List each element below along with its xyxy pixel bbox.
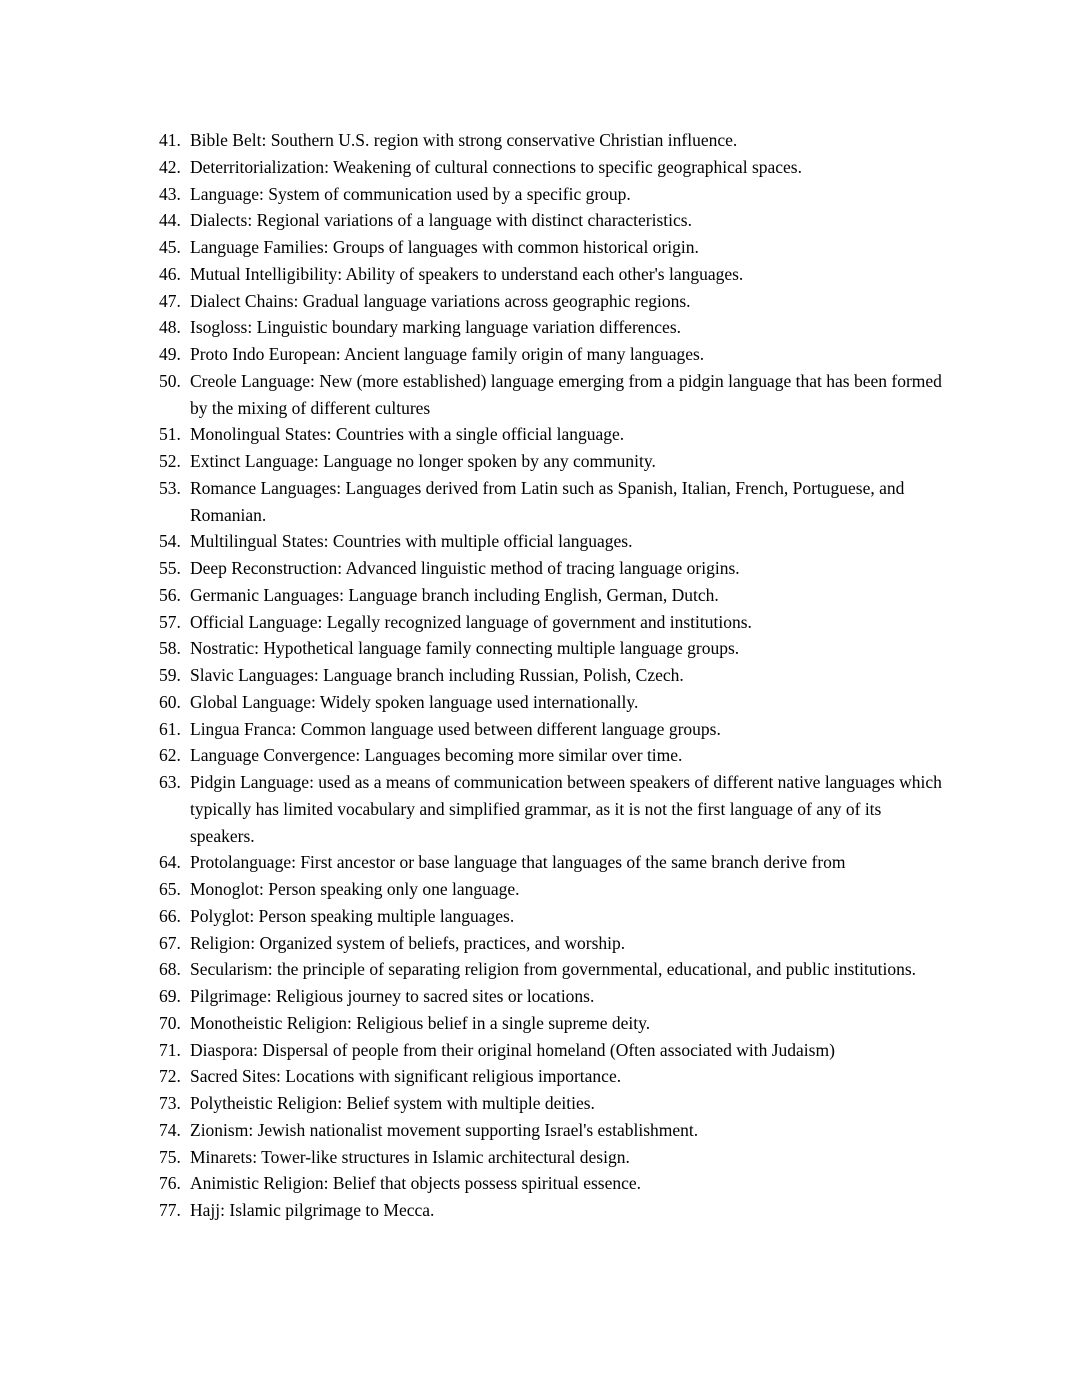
list-item	[159, 127, 952, 154]
item-text: Monotheistic Religion: Religious belief in a single supreme deity.	[190, 1012, 651, 1033]
list-item	[159, 261, 952, 288]
item-number: 62.	[159, 745, 181, 766]
list-item	[159, 903, 952, 930]
list-item	[159, 421, 952, 448]
item-text: Sacred Sites: Locations with significant religious importance.	[190, 1066, 622, 1087]
item-text: Proto Indo European: Ancient language family origin of many languages.	[190, 344, 705, 364]
item-text: Diaspora: Dispersal of people from their original homeland (Often associated with Judaism)	[190, 1039, 835, 1060]
list-item	[159, 582, 952, 609]
item-number: 67.	[159, 932, 181, 953]
item-number: 74.	[159, 1119, 181, 1140]
list-item	[159, 716, 952, 743]
item-number: 45.	[159, 237, 181, 257]
item-text: Mutual Intelligibility: Ability of speakers to understand each other's languages.	[190, 263, 744, 284]
item-number: 50.	[159, 370, 181, 391]
item-text: Minarets: Tower-like structures in Islamic architectural design.	[190, 1146, 630, 1167]
item-text: Polytheistic Religion: Belief system with multiple deities.	[190, 1093, 595, 1113]
list-item	[159, 341, 952, 368]
list-item	[159, 689, 952, 716]
item-text: Pilgrimage: Religious journey to sacred sites or locations.	[190, 986, 595, 1006]
list-item	[159, 609, 952, 636]
list-item	[159, 983, 952, 1010]
item-number: 41.	[159, 130, 181, 150]
item-text: Protolanguage: First ancestor or base language that languages of the same branch derive from	[190, 852, 846, 873]
list-item	[159, 1010, 952, 1037]
list-item	[159, 475, 952, 529]
item-number: 70.	[159, 1012, 181, 1033]
list-item	[159, 154, 952, 181]
item-number: 63.	[159, 772, 181, 792]
list-item	[159, 769, 952, 849]
item-number: 43.	[159, 183, 181, 204]
item-number: 54.	[159, 531, 181, 552]
item-text: Monolingual States: Countries with a single official language.	[190, 424, 625, 445]
list-item	[159, 742, 952, 769]
item-text: Monoglot: Person speaking only one language.	[190, 879, 520, 899]
item-text: Official Language: Legally recognized language of government and institutions.	[190, 611, 752, 632]
item-text: Animistic Religion: Belief that objects possess spiritual essence.	[190, 1173, 642, 1194]
item-text: Religion: Organized system of beliefs, practices, and worship.	[190, 932, 626, 953]
item-number: 73.	[159, 1093, 181, 1113]
item-number: 44.	[159, 210, 181, 231]
list-item	[159, 1144, 952, 1171]
list-item	[159, 181, 952, 208]
item-number: 53.	[159, 477, 181, 498]
item-text: Dialects: Regional variations of a language with distinct characteristics.	[190, 210, 692, 231]
item-number: 46.	[159, 263, 181, 284]
item-text: Multilingual States: Countries with multiple official languages.	[190, 531, 633, 552]
item-text: Nostratic: Hypothetical language family connecting multiple language groups.	[190, 638, 740, 659]
item-text: Language Families: Groups of languages with common historical origin.	[190, 237, 699, 257]
list-item	[159, 555, 952, 582]
item-number: 55.	[159, 558, 181, 578]
item-text: Language: System of communication used by a specific group.	[190, 183, 631, 204]
item-number: 71.	[159, 1039, 181, 1060]
item-text: Dialect Chains: Gradual language variations across geographic regions.	[190, 290, 691, 311]
item-number: 69.	[159, 986, 181, 1006]
item-text: Pidgin Language: used as a means of communication between speakers of different native languages which typically has limited vocabulary and simplified grammar, as it is not the first language of any of its speakers.	[190, 772, 942, 846]
list-item	[159, 1197, 952, 1224]
list-item	[159, 662, 952, 689]
item-number: 68.	[159, 959, 181, 980]
list-item	[159, 876, 952, 903]
item-number: 57.	[159, 611, 181, 632]
item-text: Isogloss: Linguistic boundary marking language variation differences.	[190, 317, 682, 338]
list-item	[159, 368, 952, 422]
item-text: Lingua Franca: Common language used between different language groups.	[190, 718, 721, 739]
item-text: Slavic Languages: Language branch including Russian, Polish, Czech.	[190, 665, 684, 685]
list-item	[159, 528, 952, 555]
list-item	[159, 1037, 952, 1064]
item-number: 66.	[159, 905, 181, 926]
item-number: 42.	[159, 156, 181, 177]
list-item	[159, 448, 952, 475]
item-number: 52.	[159, 451, 181, 471]
term-list	[159, 127, 952, 1224]
list-item	[159, 1090, 952, 1117]
item-text: Secularism: the principle of separating religion from governmental, educational, and public institutions.	[190, 959, 917, 980]
item-number: 47.	[159, 290, 181, 311]
list-item	[159, 635, 952, 662]
item-text: Creole Language: New (more established) language emerging from a pidgin language that has been formed by the mixing of different cultures	[190, 370, 942, 418]
item-number: 77.	[159, 1200, 181, 1220]
list-item	[159, 288, 952, 315]
item-text: Polyglot: Person speaking multiple languages.	[190, 905, 515, 926]
item-number: 49.	[159, 344, 181, 364]
item-text: Deep Reconstruction: Advanced linguistic method of tracing language origins.	[190, 558, 740, 578]
list-item	[159, 1063, 952, 1090]
list-item	[159, 234, 952, 261]
item-number: 51.	[159, 424, 181, 445]
list-item	[159, 1117, 952, 1144]
item-number: 59.	[159, 665, 181, 685]
item-number: 65.	[159, 879, 181, 899]
item-text: Hajj: Islamic pilgrimage to Mecca.	[190, 1200, 435, 1220]
list-item	[159, 956, 952, 983]
item-number: 64.	[159, 852, 181, 873]
item-text: Deterritorialization: Weakening of cultural connections to specific geographical spaces.	[190, 156, 802, 177]
item-number: 61.	[159, 718, 181, 739]
item-number: 75.	[159, 1146, 181, 1167]
list-item	[159, 1170, 952, 1197]
item-text: Global Language: Widely spoken language used internationally.	[190, 691, 639, 712]
item-text: Romance Languages: Languages derived from Latin such as Spanish, Italian, French, Portuguese, and Romanian.	[190, 477, 905, 525]
item-text: Bible Belt: Southern U.S. region with strong conservative Christian influence.	[190, 130, 738, 150]
item-number: 56.	[159, 584, 181, 605]
list-item	[159, 930, 952, 957]
item-text: Germanic Languages: Language branch including English, German, Dutch.	[190, 584, 719, 605]
item-text: Zionism: Jewish nationalist movement supporting Israel's establishment.	[190, 1119, 699, 1140]
item-number: 72.	[159, 1066, 181, 1087]
item-number: 60.	[159, 691, 181, 712]
item-number: 48.	[159, 317, 181, 338]
list-item	[159, 849, 952, 876]
item-text: Extinct Language: Language no longer spoken by any community.	[190, 451, 656, 471]
item-number: 76.	[159, 1173, 181, 1194]
list-item	[159, 314, 952, 341]
item-number: 58.	[159, 638, 181, 659]
list-item	[159, 207, 952, 234]
item-text: Language Convergence: Languages becoming more similar over time.	[190, 745, 683, 766]
